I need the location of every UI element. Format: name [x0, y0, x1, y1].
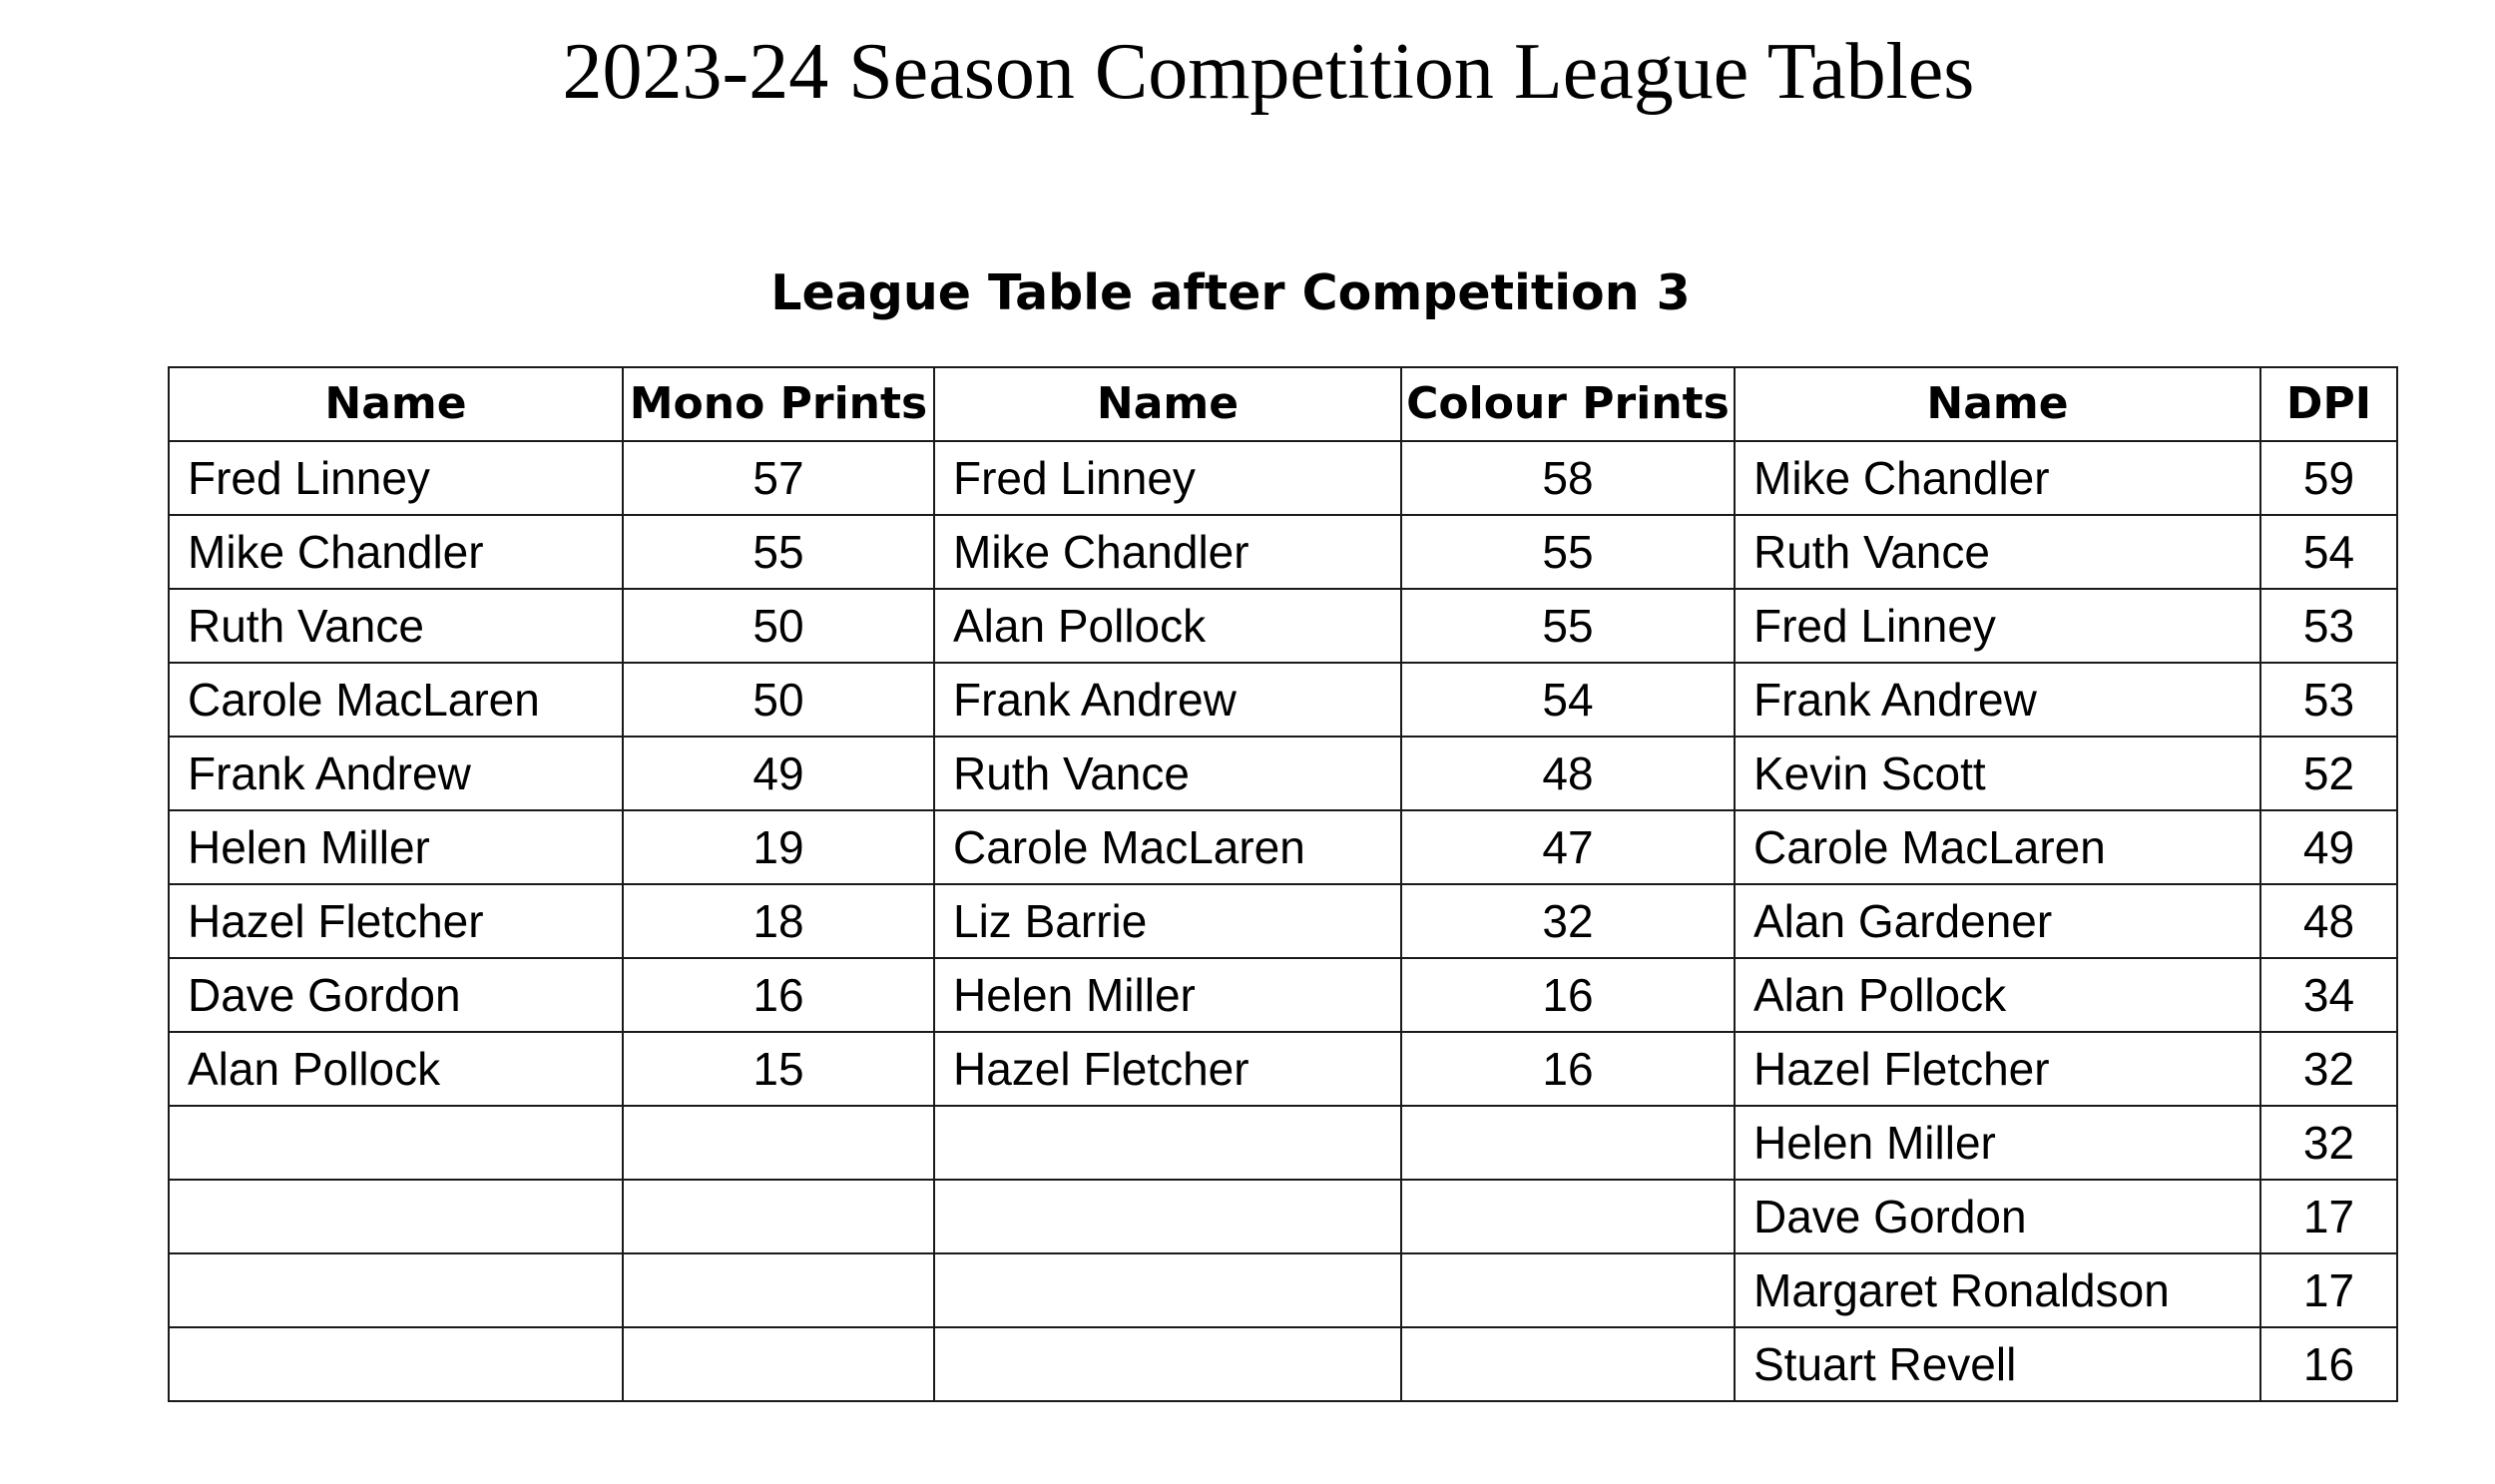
header-colour-prints: Colour Prints	[1401, 367, 1735, 441]
dpi-name-cell: Helen Miller	[1735, 1106, 2260, 1180]
colour-name-cell: Hazel Fletcher	[934, 1032, 1401, 1106]
table-row	[169, 1253, 2397, 1327]
table-caption: League Table after Competition 3	[770, 264, 1691, 321]
colour-score-cell: 16	[1401, 1032, 1735, 1106]
colour-score-cell: 47	[1401, 810, 1735, 884]
colour-score-cell: 55	[1401, 589, 1735, 663]
colour-name-cell: Carole MacLaren	[934, 810, 1401, 884]
dpi-name-cell: Margaret Ronaldson	[1735, 1253, 2260, 1327]
dpi-name-cell: Alan Gardener	[1735, 884, 2260, 958]
dpi-score-cell: 17	[2260, 1253, 2397, 1327]
mono-name-cell: Dave Gordon	[169, 958, 623, 1032]
colour-score-cell	[1401, 1253, 1735, 1327]
table-row	[169, 515, 2397, 589]
table-row	[169, 441, 2397, 515]
mono-name-cell	[169, 1106, 623, 1180]
dpi-score-cell: 52	[2260, 737, 2397, 810]
table-row	[169, 589, 2397, 663]
mono-score-cell	[623, 1327, 934, 1401]
dpi-score-cell: 17	[2260, 1180, 2397, 1253]
mono-score-cell: 15	[623, 1032, 934, 1106]
mono-score-cell	[623, 1253, 934, 1327]
dpi-score-cell: 34	[2260, 958, 2397, 1032]
mono-score-cell: 19	[623, 810, 934, 884]
mono-name-cell: Hazel Fletcher	[169, 884, 623, 958]
mono-name-cell: Alan Pollock	[169, 1032, 623, 1106]
mono-name-cell: Mike Chandler	[169, 515, 623, 589]
mono-name-cell	[169, 1180, 623, 1253]
table-row	[169, 810, 2397, 884]
table-row	[169, 737, 2397, 810]
mono-name-cell: Fred Linney	[169, 441, 623, 515]
mono-score-cell: 50	[623, 663, 934, 737]
colour-name-cell: Fred Linney	[934, 441, 1401, 515]
mono-score-cell: 49	[623, 737, 934, 810]
mono-name-cell	[169, 1253, 623, 1327]
dpi-name-cell: Kevin Scott	[1735, 737, 2260, 810]
dpi-name-cell: Ruth Vance	[1735, 515, 2260, 589]
mono-score-cell: 55	[623, 515, 934, 589]
header-dpi: DPI	[2260, 367, 2397, 441]
table-row	[169, 1180, 2397, 1253]
dpi-score-cell: 48	[2260, 884, 2397, 958]
mono-score-cell	[623, 1106, 934, 1180]
table-row	[169, 1327, 2397, 1401]
mono-score-cell: 57	[623, 441, 934, 515]
colour-score-cell: 58	[1401, 441, 1735, 515]
dpi-name-cell: Alan Pollock	[1735, 958, 2260, 1032]
colour-name-cell	[934, 1327, 1401, 1401]
dpi-score-cell: 53	[2260, 663, 2397, 737]
colour-score-cell: 54	[1401, 663, 1735, 737]
dpi-score-cell: 54	[2260, 515, 2397, 589]
header-row	[169, 367, 2397, 441]
colour-name-cell: Alan Pollock	[934, 589, 1401, 663]
league-table-body	[169, 441, 2397, 1401]
colour-name-cell: Helen Miller	[934, 958, 1401, 1032]
dpi-name-cell: Frank Andrew	[1735, 663, 2260, 737]
colour-name-cell	[934, 1253, 1401, 1327]
header-colour-name: Name	[934, 367, 1401, 441]
table-row	[169, 884, 2397, 958]
mono-score-cell: 50	[623, 589, 934, 663]
header-mono-prints: Mono Prints	[623, 367, 934, 441]
colour-name-cell: Mike Chandler	[934, 515, 1401, 589]
dpi-name-cell: Carole MacLaren	[1735, 810, 2260, 884]
dpi-name-cell: Stuart Revell	[1735, 1327, 2260, 1401]
colour-name-cell	[934, 1106, 1401, 1180]
colour-score-cell: 48	[1401, 737, 1735, 810]
dpi-score-cell: 32	[2260, 1106, 2397, 1180]
mono-score-cell	[623, 1180, 934, 1253]
colour-name-cell: Frank Andrew	[934, 663, 1401, 737]
dpi-score-cell: 32	[2260, 1032, 2397, 1106]
colour-score-cell: 16	[1401, 958, 1735, 1032]
mono-name-cell: Helen Miller	[169, 810, 623, 884]
dpi-score-cell: 53	[2260, 589, 2397, 663]
mono-score-cell: 16	[623, 958, 934, 1032]
table-row	[169, 1106, 2397, 1180]
header-mono-name: Name	[169, 367, 623, 441]
mono-name-cell	[169, 1327, 623, 1401]
mono-name-cell: Frank Andrew	[169, 737, 623, 810]
dpi-name-cell: Dave Gordon	[1735, 1180, 2260, 1253]
colour-name-cell: Ruth Vance	[934, 737, 1401, 810]
page-title: 2023-24 Season Competition League Tables	[562, 28, 1975, 116]
table-row	[169, 1032, 2397, 1106]
mono-name-cell: Carole MacLaren	[169, 663, 623, 737]
colour-name-cell: Liz Barrie	[934, 884, 1401, 958]
league-table	[168, 366, 2398, 1402]
table-row	[169, 663, 2397, 737]
league-table-header	[169, 367, 2397, 441]
colour-score-cell	[1401, 1180, 1735, 1253]
dpi-score-cell: 49	[2260, 810, 2397, 884]
dpi-name-cell: Hazel Fletcher	[1735, 1032, 2260, 1106]
colour-name-cell	[934, 1180, 1401, 1253]
header-dpi-name: Name	[1735, 367, 2260, 441]
colour-score-cell	[1401, 1327, 1735, 1401]
mono-name-cell: Ruth Vance	[169, 589, 623, 663]
colour-score-cell: 32	[1401, 884, 1735, 958]
table-row	[169, 958, 2397, 1032]
colour-score-cell	[1401, 1106, 1735, 1180]
dpi-name-cell: Fred Linney	[1735, 589, 2260, 663]
colour-score-cell: 55	[1401, 515, 1735, 589]
dpi-score-cell: 16	[2260, 1327, 2397, 1401]
mono-score-cell: 18	[623, 884, 934, 958]
dpi-name-cell: Mike Chandler	[1735, 441, 2260, 515]
dpi-score-cell: 59	[2260, 441, 2397, 515]
